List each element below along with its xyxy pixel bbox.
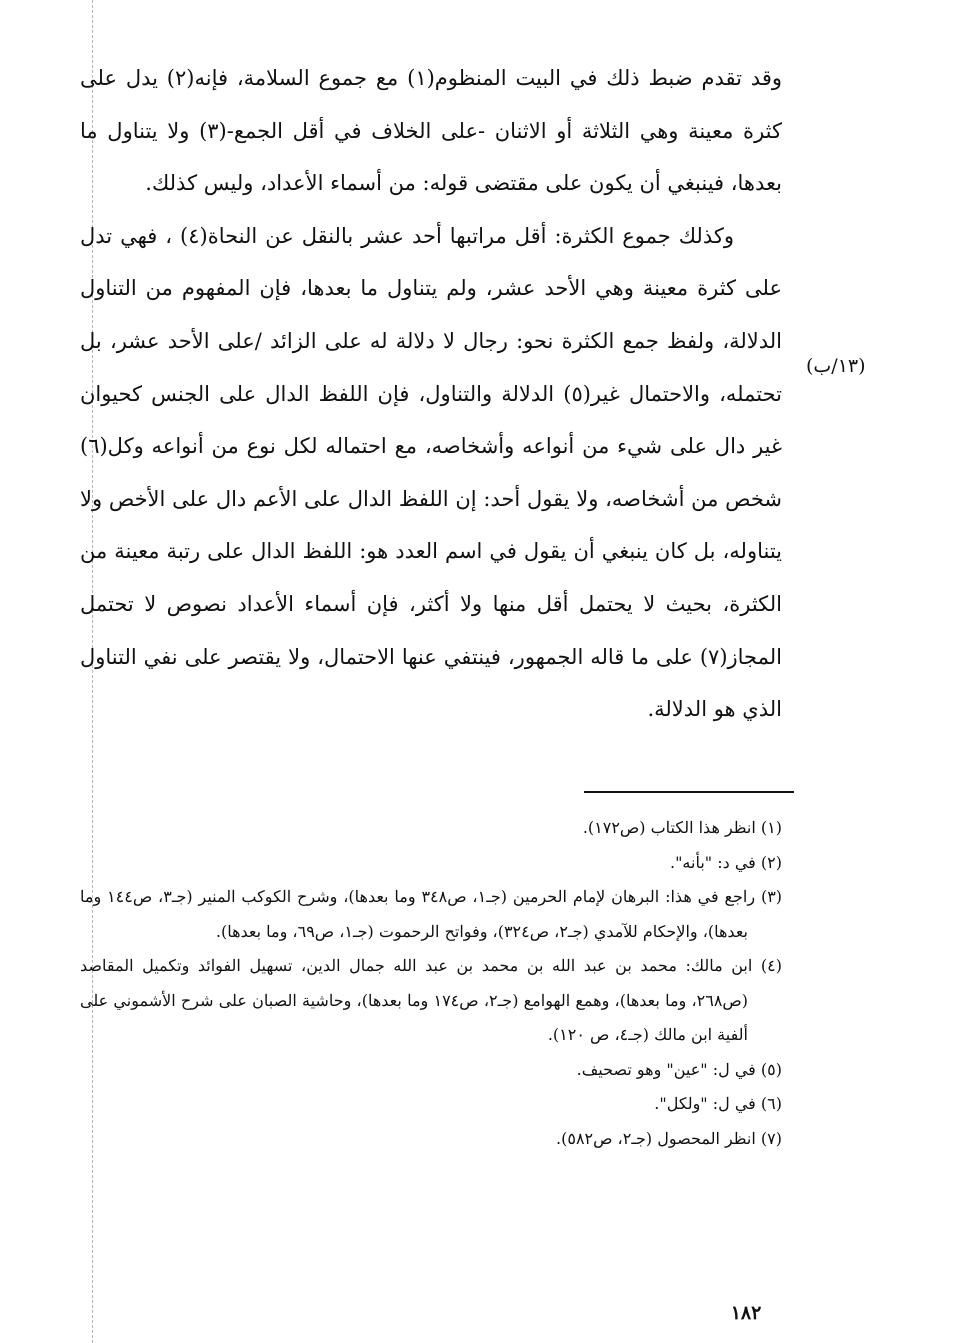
footnote: (١) انظر هذا الكتاب (ص١٧٢). [582,818,782,837]
paragraph: وقد تقدم ضبط ذلك في البيت المنظوم(١) مع جموع السلامة، فإنه(٢) يدل على كثرة معينة وهي الثلاثة أو الاثنان -على الخلاف في أقل الجمع-(٣) ولا يتناول ما بعدها، فينبغي أن يكون على مقتضى قوله: من أسماء الأعداد، وليس كذلك. [80,66,782,196]
main-text [80,52,782,736]
paragraph: وكذلك جموع الكثرة: أقل مراتبها أحد عشر بالنقل عن النحاة(٤) ، فهي تدل على كثرة معينة وهي الأحد عشر، ولم يتناول ما بعدها، فإن المفهوم من التناول الدلالة، ولفظ جمع الكثرة نحو: رجال لا دلالة له على الزائد /على الأحد عشر، بل تحتمله، والاحتمال غير(٥) الدلالة والتناول، فإن اللفظ الدال على الجنس كحيوان غير دال على شيء من أنواعه وأشخاصه، مع احتماله لكل نوع من أنواعه وكل(٦) شخص من أشخاصه، ولا يقول أحد: إن اللفظ الدال على الأعم دال على الأخص ولا يتناوله، بل كان ينبغي أن يقول في اسم العدد هو: اللفظ الدال على رتبة معينة من الكثرة، بحيث لا يحتمل أقل منها ولا أكثر، فإن أسماء الأعداد نصوص لا تحتمل المجاز(٧) على ما قاله الجمهور، فينتفي عنها الاحتمال، ولا يقتصر على نفي التناول الذي هو الدلالة. [80,223,782,722]
footnote: (٣) راجع في هذا: البرهان لإمام الحرمين (جـ١، ص٣٤٨ وما بعدها)، وشرح الكوكب المنير (جـ٣، ص١٤٤ وما بعدها)، والإحكام للآمدي (جـ٢، ص٣٢٤)، وفواتح الرحموت (جـ١، ص٦٩، وما بعدها). [80,887,783,941]
footnotes [80,811,782,1156]
footnote: (٢) في د: "بأنه". [669,852,782,872]
footnote-separator [584,791,794,793]
margin-folio-note: (١٣/ب) [806,355,866,377]
footnote: (٥) في ل: "عين" وهو تصحيف. [576,1059,782,1079]
footnote: (٧) انظر المحصول (جـ٢، ص٥٨٢). [556,1128,782,1148]
page-number: ١٨٢ [730,1302,762,1324]
footnote: (٤) ابن مالك: محمد بن عبد الله بن محمد بن عبد الله جمال الدين، تسهيل الفوائد وتكميل المقاصد (ص٢٦٨، وما بعدها)، وهمع الهوامع (جـ٢، ص١٧٤ وما بعدها)، وحاشية الصبان على شرح الأشموني على ألفية ابن مالك (جـ٤، ص ١٢٠). [80,956,782,1044]
footnote: (٦) في ل: "ولكل". [654,1094,782,1113]
